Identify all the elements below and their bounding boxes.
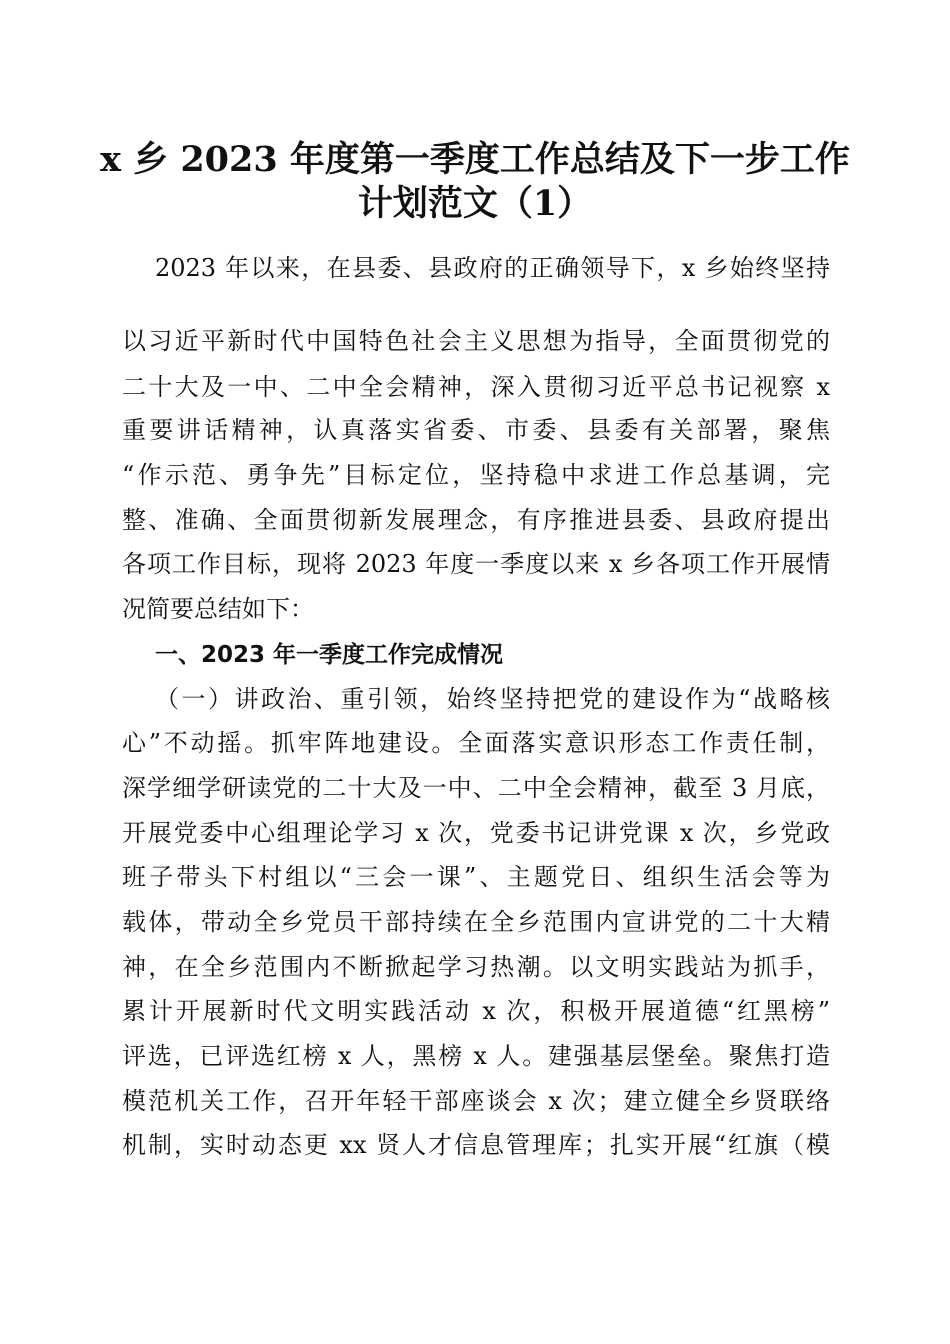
intro-paragraph-line: 二十大及一中、二中全会精神，深入贯彻习近平总书记视察 x: [122, 373, 830, 401]
intro-paragraph-line: 重要讲话精神，认真落实省委、市委、县委有关部署，聚焦: [122, 416, 830, 444]
section-1-paragraph-line: （一）讲政治、重引领，始终坚持把党的建设作为“战略核: [155, 685, 830, 713]
section-1-paragraph-line: 深学细学研读党的二十大及一中、二中全会精神，截至 3 月底，: [122, 774, 830, 802]
intro-paragraph-line: 各项工作目标，现将 2023 年度一季度以来 x 乡各项工作开展情: [122, 550, 830, 578]
section-1-paragraph-line: 开展党委中心组理论学习 x 次，党委书记讲党课 x 次，乡党政: [122, 819, 830, 847]
intro-paragraph-line: 整、准确、全面贯彻新发展理念，有序推进县委、县政府提出: [122, 506, 830, 534]
intro-paragraph-line: 2023 年以来，在县委、县政府的正确领导下，x 乡始终坚持: [155, 254, 830, 282]
section-1-paragraph-line: 班子带头下村组以“三会一课”、主题党日、组织生活会等为: [122, 863, 830, 891]
intro-paragraph-line: 以习近平新时代中国特色社会主义思想为指导，全面贯彻党的: [122, 327, 830, 355]
document-title-line-1: x 乡 2023 年度第一季度工作总结及下一步工作: [100, 139, 850, 180]
section-1-heading: 一、2023 年一季度工作完成情况: [155, 642, 504, 668]
section-1-paragraph-line: 载体，带动全乡党员干部持续在全乡范围内宣讲党的二十大精: [122, 908, 830, 936]
document-title-line-2: 计划范文（1）: [357, 183, 593, 224]
section-1-paragraph-line: 累计开展新时代文明实践活动 x 次，积极开展道德“红黑榜”: [122, 997, 830, 1025]
intro-paragraph-line: 况简要总结如下：: [122, 595, 314, 623]
section-1-paragraph-line: 模范机关工作，召开年轻干部座谈会 x 次；建立健全乡贤联络: [122, 1087, 830, 1115]
intro-paragraph-line: “作示范、勇争先”目标定位，坚持稳中求进工作总基调，完: [122, 461, 830, 489]
section-1-paragraph-line: 评选，已评选红榜 x 人，黑榜 x 人。建强基层堡垒。聚焦打造: [122, 1042, 830, 1070]
section-1-paragraph-line: 心”不动摇。抓牢阵地建设。全面落实意识形态工作责任制，: [122, 729, 830, 757]
section-1-paragraph-line: 机制，实时动态更 xx 贤人才信息管理库；扎实开展“红旗（模: [122, 1131, 830, 1159]
section-1-paragraph-line: 神，在全乡范围内不断掀起学习热潮。以文明实践站为抓手，: [122, 953, 830, 981]
